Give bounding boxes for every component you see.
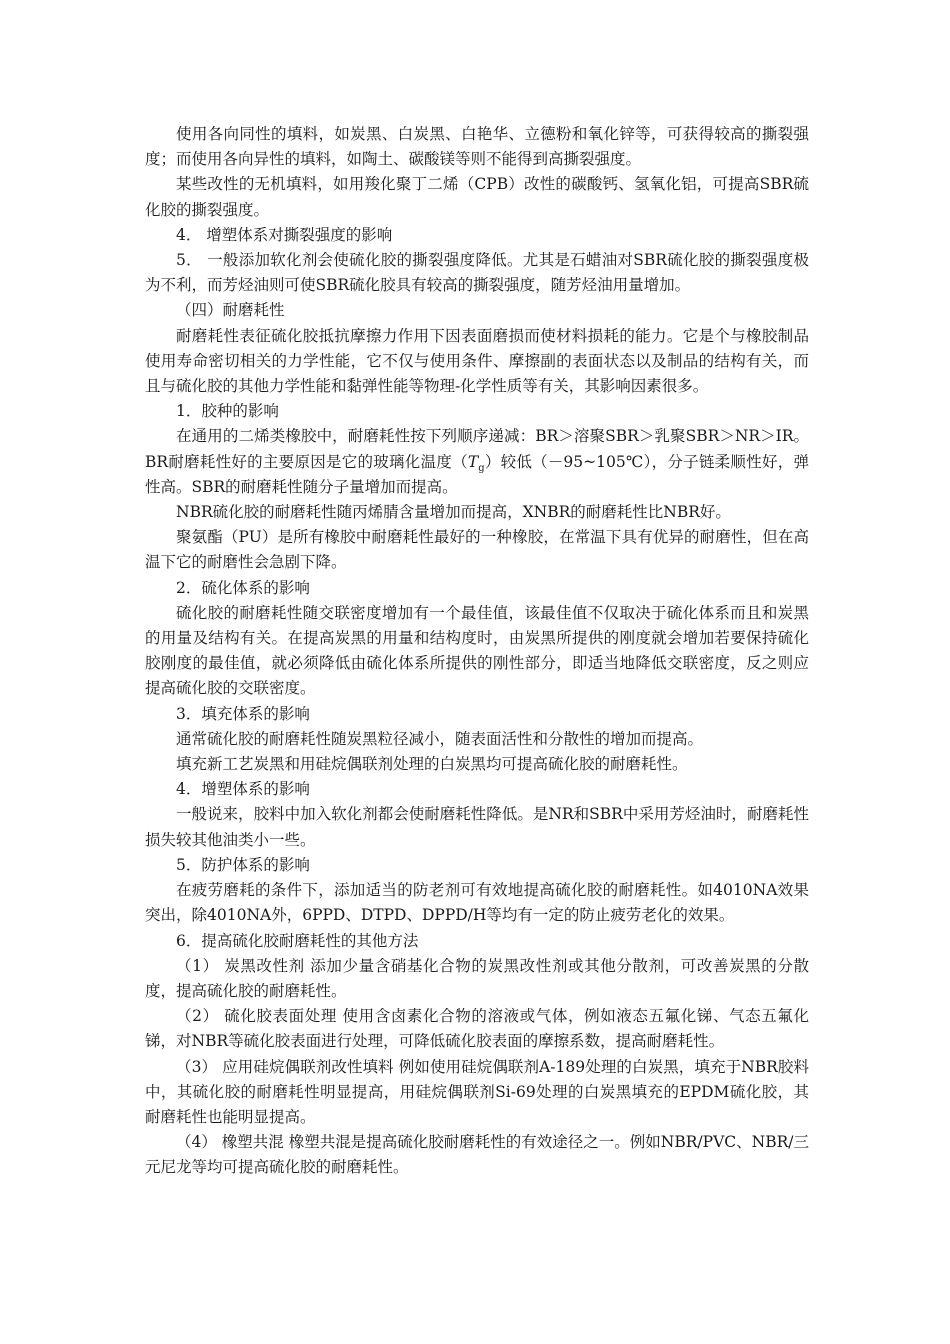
heading-plasticizer-wear: 4．增塑体系的影响 [176, 780, 310, 799]
diene-order-text: 在通用的二烯类橡胶中，耐磨耗性按下列顺序递减：BR＞溶聚SBR＞乳聚SBR＞NR＞IR。BR耐磨耗性好的主要原因是它的玻璃化温度（ [145, 427, 809, 471]
heading-filler-system: 3．填充体系的影响 [176, 704, 310, 723]
paragraph-method-3: （3） 应用硅烷偶联剂改性填料 例如使用硅烷偶联剂A-189处理的白炭黑，填充于NBR胶料中，其硫化胶的耐磨耗性明显提高，用硅烷偶联剂Si-69处理的白炭黑填充的EPDM硫化胶，其耐磨耗性也能明显提高。 [145, 1057, 809, 1126]
paragraph-method-2: （2） 硫化胶表面处理 使用含卤素化合物的溶液或气体，例如液态五氟化锑、气态五氟化锑，对NBR等硫化胶表面进行处理，可降低硫化胶表面的摩擦系数，提高耐磨耗性。 [145, 1007, 809, 1051]
paragraph-crosslink: 硫化胶的耐磨耗性随交联密度增加有一个最佳值，该最佳值不仅取决于硫化体系而且和炭黑的用量及结构有关。在提高炭黑的用量和结构度时，由炭黑所提供的刚度就会增加若要保持硫化胶刚度的最佳值，就必须降低由硫化体系所提供的刚性部分，即适当地降低交联密度，反之则应提高硫化胶的交联密度。 [145, 603, 809, 698]
heading-cure-system: 2．硫化体系的影响 [176, 578, 310, 597]
paragraph-pu: 聚氨酯（PU）是所有橡胶中耐磨耗性最好的一种橡胶，在常温下具有优异的耐磨性，但在高温下它的耐磨性会急剧下降。 [145, 528, 809, 572]
heading-rubber-type: 1．胶种的影响 [176, 402, 279, 421]
heading-other-methods: 6．提高硫化胶耐磨耗性的其他方法 [176, 931, 419, 950]
paragraph-method-4: （4） 橡塑共混 橡塑共混是提高硫化胶耐磨耗性的有效途径之一。例如NBR/PVC、NBR/三元尼龙等均可提高硫化胶的耐磨耗性。 [145, 1133, 809, 1177]
paragraph-modified-filler: 某些改性的无机填料，如用羧化聚丁二烯（CPB）改性的碳酸钙、氢氧化铝，可提高SBR硫化胶的撕裂强度。 [145, 175, 809, 219]
paragraph-silane: 填充新工艺炭黑和用硅烷偶联剂处理的白炭黑均可提高硫化胶的耐磨耗性。 [176, 755, 688, 774]
paragraph-diene-order [145, 424, 809, 500]
paragraph-softener-wear: 一般说来，胶料中加入软化剂都会使耐磨耗性降低。是NR和SBR中采用芳烃油时，耐磨耗性损失较其他油类小一些。 [145, 805, 809, 849]
tg-symbol: T [467, 452, 479, 471]
document-page [145, 122, 809, 1181]
paragraph-filler-isotropy: 使用各向同性的填料，如炭黑、白炭黑、白艳华、立德粉和氧化锌等，可获得较高的撕裂强度；而使用各向异性的填料，如陶土、碳酸镁等则不能得到高撕裂强度。 [145, 125, 809, 169]
paragraph-nbr: NBR硫化胶的耐磨耗性随丙烯腈含量增加而提高，XNBR的耐磨耗性比NBR好。 [176, 503, 731, 522]
paragraph-method-1: （1） 炭黑改性剂 添加少量含硝基化合物的炭黑改性剂或其他分散剂，可改善炭黑的分散度，提高硫化胶的耐磨耗性。 [145, 956, 809, 1000]
tg-subscript: g [478, 462, 485, 474]
heading-plasticizer-tear: 4． 增塑体系对撕裂强度的影响 [176, 225, 393, 244]
heading-protection: 5．防护体系的影响 [176, 855, 310, 874]
tg-tail-text: ）较低（－95~105℃），分子链柔顺性好，弹性高。SBR的耐磨耗性随分子量增加而提高。 [145, 452, 809, 496]
paragraph-carbon-black: 通常硫化胶的耐磨耗性随炭黑粒径减小，随表面活性和分散性的增加而提高。 [176, 729, 704, 748]
section-heading-wear: （四）耐磨耗性 [176, 301, 285, 320]
paragraph-softener-tear: 5． 一般添加软化剂会使硫化胶的撕裂强度降低。尤其是石蜡油对SBR硫化胶的撕裂强度极为不利，而芳烃油则可使SBR硫化胶具有较高的撕裂强度，随芳烃油用量增加。 [145, 251, 809, 295]
paragraph-wear-definition: 耐磨耗性表征硫化胶抵抗摩擦力作用下因表面磨损而使材料损耗的能力。它是个与橡胶制品使用寿命密切相关的力学性能，它不仅与使用条件、摩擦副的表面状态以及制品的结构有关，而且与硫化胶的其他力学性能和黏弹性能等物理-化学性质等有关，其影响因素很多。 [145, 326, 809, 396]
paragraph-antioxidant: 在疲劳磨耗的条件下，添加适当的防老剂可有效地提高硫化胶的耐磨耗性。如4010NA效果突出，除4010NA外，6PPD、DTPD、DPPD/H等均有一定的防止疲劳老化的效果。 [145, 881, 809, 925]
